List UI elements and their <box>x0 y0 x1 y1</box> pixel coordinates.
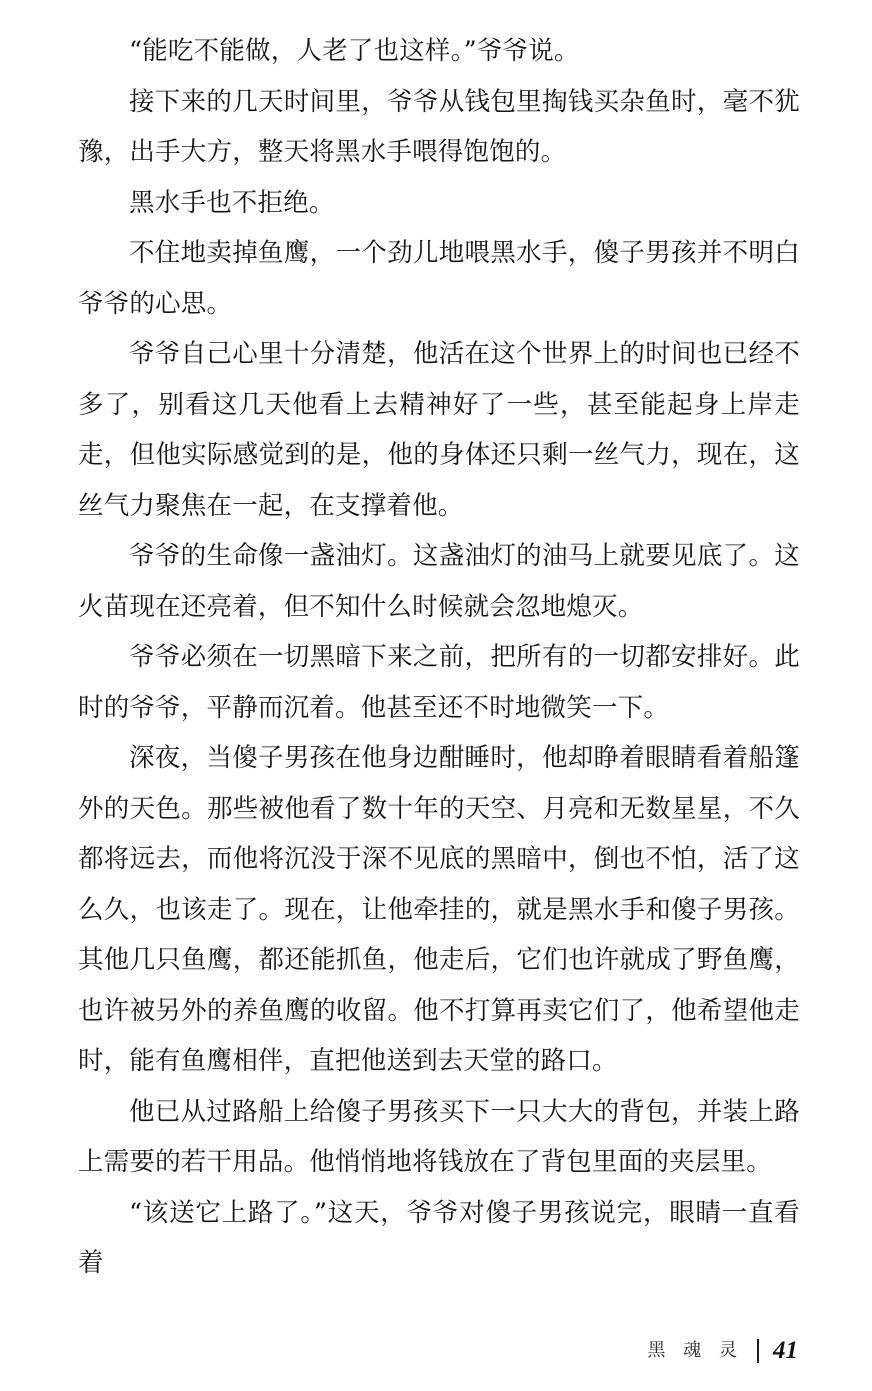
paragraph: 爷爷自己心里十分清楚，他活在这个世界上的时间也已经不多了，别看这几天他看上去精神好了一些，甚至能起身上岸走走，但他实际感觉到的是，他的身体还只剩一丝气力，现在，这丝气力聚焦在一起，在支撑着他。 <box>78 339 800 521</box>
paragraph: 接下来的几天时间里，爷爷从钱包里掏钱买杂鱼时，毫不犹豫，出手大方，整天将黑水手喂得饱饱的。 <box>78 86 800 167</box>
paragraph: 黑水手也不拒绝。 <box>129 187 335 218</box>
paragraph: 深夜，当傻子男孩在他身边酣睡时，他却睁着眼睛看着船篷外的天色。那些被他看了数十年的天空、月亮和无数星星，不久都将远去，而他将沉没于深不见底的黑暗中，倒也不怕，活了这么久，也该走了。现在，让他牵挂的，就是黑水手和傻子男孩。其他几只鱼鹰，都还能抓鱼，他走后，它们也许就成了野鱼鹰，也许被另外的养鱼鹰的收留。他不打算再卖它们了，他希望他走时，能有鱼鹰相伴，直把他送到去天堂的路口。 <box>78 743 800 1076</box>
paragraph: 不住地卖掉鱼鹰，一个劲儿地喂黑水手，傻子男孩并不明白爷爷的心思。 <box>78 238 800 319</box>
page-body <box>78 26 800 1289</box>
paragraph: 爷爷的生命像一盏油灯。这盏油灯的油马上就要见底了。这火苗现在还亮着，但不知什么时候就会忽地熄灭。 <box>78 541 800 622</box>
paragraph: 他已从过路船上给傻子男孩买下一只大大的背包，并装上路上需要的若干用品。他悄悄地将钱放在了背包里面的夹层里。 <box>78 1096 800 1177</box>
page-footer <box>648 1338 798 1363</box>
paragraph: 爷爷必须在一切黑暗下来之前，把所有的一切都安排好。此时的爷爷，平静而沉着。他甚至还不时地微笑一下。 <box>78 642 800 723</box>
paragraph: “能吃不能做，人老了也这样。”爷爷说。 <box>129 36 580 66</box>
footer-book-title: 黑 魂 灵 <box>647 1339 743 1361</box>
footer-divider <box>757 1339 759 1363</box>
paragraph: “该送它上路了。”这天，爷爷对傻子男孩说完，眼睛一直看着 <box>78 1197 800 1278</box>
page-number: 41 <box>773 1337 798 1364</box>
